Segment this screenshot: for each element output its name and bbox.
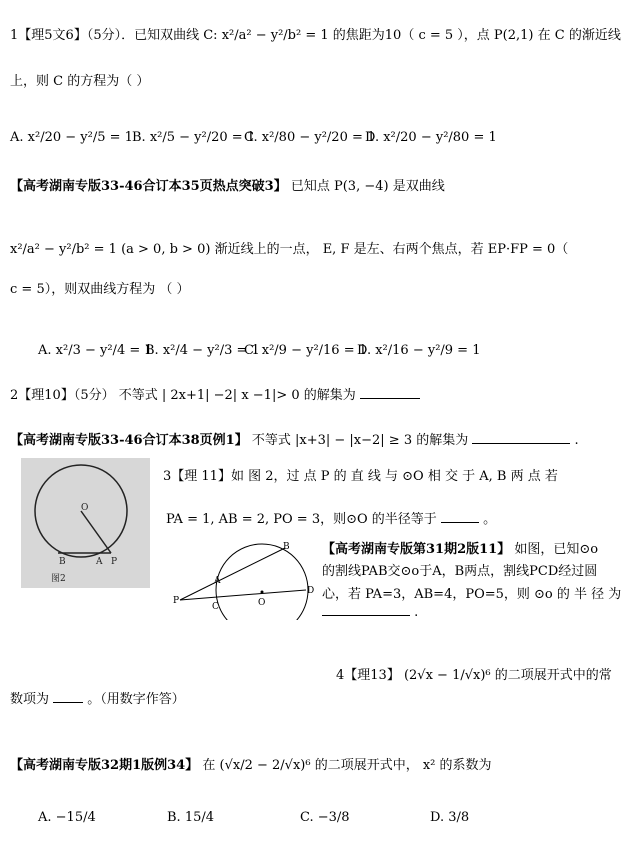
p3b-answer-line [322, 605, 418, 620]
p2b-stem: 不等式 |x+3| − |x−2| ≥ 3 的解集为 [251, 433, 469, 448]
p1-option-a: A. x²/20 − y²/5 = 1 [10, 130, 133, 145]
figure-2-label-b: B [59, 557, 66, 567]
p3b-secant-pcd [180, 590, 306, 600]
figure-2-segment-po [81, 511, 111, 553]
p3-stem-b-line [166, 508, 496, 527]
p3b-label-a: A [214, 576, 221, 586]
p4-stem-d: 。（用数字作答） [87, 692, 185, 707]
p3-stem-a: 3【理 11】如 图 2，过 点 P 的 直 线 与 ⊙O 相 交 于 A, B 两 点 若 [163, 469, 558, 484]
p4b-option-a: A. −15/4 [38, 810, 96, 825]
p4-stem-c: 数项为 [10, 692, 50, 707]
p3b-label-c: C [212, 602, 219, 612]
p1b-title: 【高考湖南专版33-46合订本35页热点突破3】 [10, 179, 287, 194]
p1b-option-b: B. x²/4 − y²/3 = 1 [145, 343, 260, 358]
p1-option-b: B. x²/5 − y²/20 = 1 [132, 130, 256, 145]
p4-answer-blank[interactable] [53, 702, 83, 703]
p1-option-c: C. x²/80 − y²/20 = 1 [244, 130, 376, 145]
figure-2-label-p: P [111, 557, 118, 567]
p3b-text-1: 如图，已知⊙o [514, 542, 599, 557]
p1-option-d: D. x²/20 − y²/80 = 1 [365, 130, 497, 145]
p1b-line1 [10, 175, 445, 194]
p3b-line1 [322, 538, 598, 557]
p2-stem: 2【理10】（5分） 不等式 | 2x+1| −2| x −1|> 0 的解集为 [10, 388, 356, 403]
p3b-label-d: D [307, 586, 315, 596]
p3b-center-dot [261, 591, 264, 594]
p1b-stem-b: 渐近线上的一点， E, F 是左、右两个焦点，若 EP·FP = 0（ [214, 242, 569, 257]
p1-stem-a: 1【理5文6】（5分）．已知双曲线 C: [10, 28, 218, 43]
p3b-secant-pab [180, 548, 285, 600]
p4b-stem-b: 的二项展开式中， x² 的系数为 [314, 758, 492, 773]
p3-stem-b: PA = 1, AB = 2, PO = 3，则⊙O 的半径等于 [166, 512, 437, 527]
p1b-line2 [10, 238, 568, 257]
p1-stem-eq: x²/a² − y²/b² = 1 [221, 28, 329, 43]
p4-stem-expr: (2√x − 1/√x)⁶ [403, 668, 491, 683]
p3b-label-o: O [258, 598, 266, 608]
p1b-option-c: C. x²/9 − y²/16 = 1 [244, 343, 368, 358]
p3b-label-p: P [173, 596, 180, 606]
p2b-title: 【高考湖南专版33-46合订本38页例1】 [10, 433, 248, 448]
p3b-circle [216, 544, 308, 620]
p4b-line1 [10, 754, 492, 773]
p3b-text-2: 的割线PAB交⊙o于A，B两点，割线PCD经过圆 [322, 564, 598, 579]
figure-2-label-o: O [81, 503, 89, 513]
p4-line2 [10, 688, 185, 707]
p3b-answer-blank[interactable] [322, 615, 410, 616]
p1b-stem-c: c = 5），则双曲线方程为 （ ） [10, 282, 190, 297]
p1-stem-line1 [10, 24, 621, 43]
figure-2-diagram [21, 458, 150, 588]
p4-line1 [336, 664, 612, 683]
p1b-stem-eq: x²/a² − y²/b² = 1 (a > 0, b > 0) [10, 242, 211, 257]
figure-2-caption: 图2 [51, 574, 66, 584]
p4b-option-c: C. −3/8 [300, 810, 350, 825]
p3b-period: . [414, 605, 419, 620]
figure-2-label-a: A [96, 557, 103, 567]
p1b-option-d: D. x²/16 − y²/9 = 1 [357, 343, 481, 358]
p2b-period: . [574, 433, 579, 448]
p4-stem-b: 的二项展开式中的常 [494, 668, 612, 683]
p4b-option-d: D. 3/8 [430, 810, 470, 825]
figure-2-photo [21, 458, 150, 588]
p2b-answer-blank[interactable] [472, 443, 570, 444]
p2-stem-line [10, 384, 420, 403]
p3b-diagram [170, 540, 320, 620]
p3b-text-3: 心，若 PA=3，AB=4，PO=5，则 ⊙o 的 半 径 为 [322, 587, 622, 602]
p1b-stem-a: 已知点 P(3, −4) 是双曲线 [290, 179, 445, 194]
p1b-option-a: A. x²/3 − y²/4 = 1 [38, 343, 153, 358]
p4b-title: 【高考湖南专版32期1版例34】 [10, 758, 199, 773]
p2b-stem-line [10, 429, 579, 448]
p3b-label-b: B [283, 542, 290, 552]
p1-stem-c: 上，则 C 的方程为（ ） [10, 74, 150, 89]
p3b-title: 【高考湖南专版第31期2版11】 [322, 542, 511, 557]
p4b-stem-a: 在 [202, 758, 216, 773]
p3-answer-blank[interactable] [441, 522, 479, 523]
p4b-stem-expr: (√x/2 − 2/√x)⁶ [219, 758, 311, 773]
p4-stem-a: 4【理13】 [336, 668, 400, 683]
p2-answer-blank[interactable] [360, 398, 420, 399]
p1-stem-b: 的焦距为10（ c = 5 ），点 P(2,1) 在 C 的渐近线 [332, 28, 621, 43]
p3-period: 。 [483, 512, 497, 527]
p4b-option-b: B. 15/4 [167, 810, 215, 825]
